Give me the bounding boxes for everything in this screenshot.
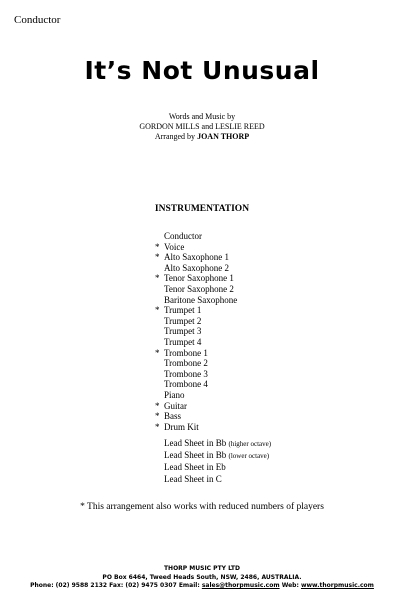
lead-sheet-name: Lead Sheet in Bb (164, 438, 227, 448)
instrument-item (155, 411, 237, 422)
featured-star: * (155, 273, 160, 284)
lead-sheet-item (164, 462, 271, 474)
featured-star: * (155, 252, 160, 263)
instrument-name: Conductor (164, 231, 202, 241)
instrument-item (155, 401, 237, 412)
instrument-item (155, 369, 237, 380)
arranged-label: Arranged by (154, 132, 196, 141)
instrument-item (155, 326, 237, 337)
lead-sheet-list (164, 438, 271, 486)
instrument-item (155, 379, 237, 390)
lead-sheet-name: Lead Sheet in C (164, 474, 222, 484)
arranger-name: JOAN THORP (197, 132, 250, 141)
credits (0, 112, 404, 142)
instrument-list (155, 231, 237, 432)
instrument-name: Alto Saxophone 1 (164, 252, 229, 263)
words-music-label: Words and Music by (168, 112, 236, 121)
instrument-item (155, 295, 237, 306)
instrument-item (155, 348, 237, 359)
instrument-name: Trumpet 1 (164, 305, 202, 316)
instrument-item (155, 305, 237, 316)
composers: GORDON MILLS and LESLIE REED (139, 122, 265, 131)
featured-star: * (155, 241, 160, 252)
instrument-item (155, 263, 237, 274)
lead-sheet-item (164, 474, 271, 486)
instrument-name: Drum Kit (164, 421, 199, 432)
instrument-item (155, 316, 237, 327)
instrument-name: Alto Saxophone 2 (164, 262, 229, 273)
instrument-name: Tenor Saxophone 2 (164, 283, 234, 294)
lead-sheet-item (164, 438, 271, 450)
instrument-item (155, 390, 237, 401)
featured-star: * (155, 347, 160, 358)
lead-sheet-item (164, 450, 271, 462)
featured-star: * (155, 305, 160, 316)
instrument-item (155, 358, 237, 369)
featured-star: * (155, 411, 160, 422)
instrument-name: Trumpet 4 (164, 336, 202, 347)
web-label: Web: (281, 582, 299, 589)
instrument-item (155, 252, 237, 263)
instrument-name: Guitar (164, 400, 187, 411)
web-link[interactable]: www.thorpmusic.com (300, 582, 374, 589)
instrumentation-heading: INSTRUMENTATION (154, 204, 250, 214)
instrument-name: Trumpet 3 (164, 326, 202, 337)
arranger-line (0, 132, 404, 142)
instrument-name: Bass (164, 411, 182, 422)
instrument-name: Voice (164, 241, 185, 252)
instrument-item (155, 231, 237, 242)
instrument-item (155, 422, 237, 433)
lead-sheet-name: Lead Sheet in Bb (164, 450, 227, 460)
song-title: It’s Not Unusual (84, 56, 320, 85)
publisher-block (0, 565, 404, 591)
instrument-name: Piano (164, 389, 185, 400)
instrument-name: Trombone 4 (164, 379, 208, 390)
part-name: Conductor (14, 14, 61, 26)
instrument-name: Trumpet 2 (164, 315, 202, 326)
instrument-name: Trombone 2 (164, 358, 208, 369)
instrument-item (155, 273, 237, 284)
instrument-item (155, 337, 237, 348)
instrument-item (155, 242, 237, 253)
lead-sheet-note: (lower octave) (228, 452, 270, 460)
email-link[interactable]: sales@thorpmusic.com (201, 582, 280, 589)
instrument-name: Trombone 3 (164, 368, 208, 379)
footnote: * This arrangement also works with reduced numbers of players (80, 502, 324, 512)
publisher-name: THORP MUSIC PTY LTD (163, 565, 241, 572)
phone-fax-text: Phone: (02) 9588 2132 Fax: (02) 9475 0307 Email: (30, 582, 200, 589)
instrument-name: Tenor Saxophone 1 (164, 273, 234, 284)
featured-star: * (155, 400, 160, 411)
instrument-item (155, 284, 237, 295)
instrument-name: Trombone 1 (164, 347, 208, 358)
lead-sheet-note: (higher octave) (228, 440, 272, 448)
publisher-address: PO Box 6464, Tweed Heads South, NSW, 2486, AUSTRALIA. (102, 573, 302, 581)
lead-sheet-name: Lead Sheet in Eb (164, 462, 226, 472)
publisher-contact (0, 582, 404, 591)
instrument-name: Baritone Saxophone (164, 294, 238, 305)
featured-star: * (155, 421, 160, 432)
